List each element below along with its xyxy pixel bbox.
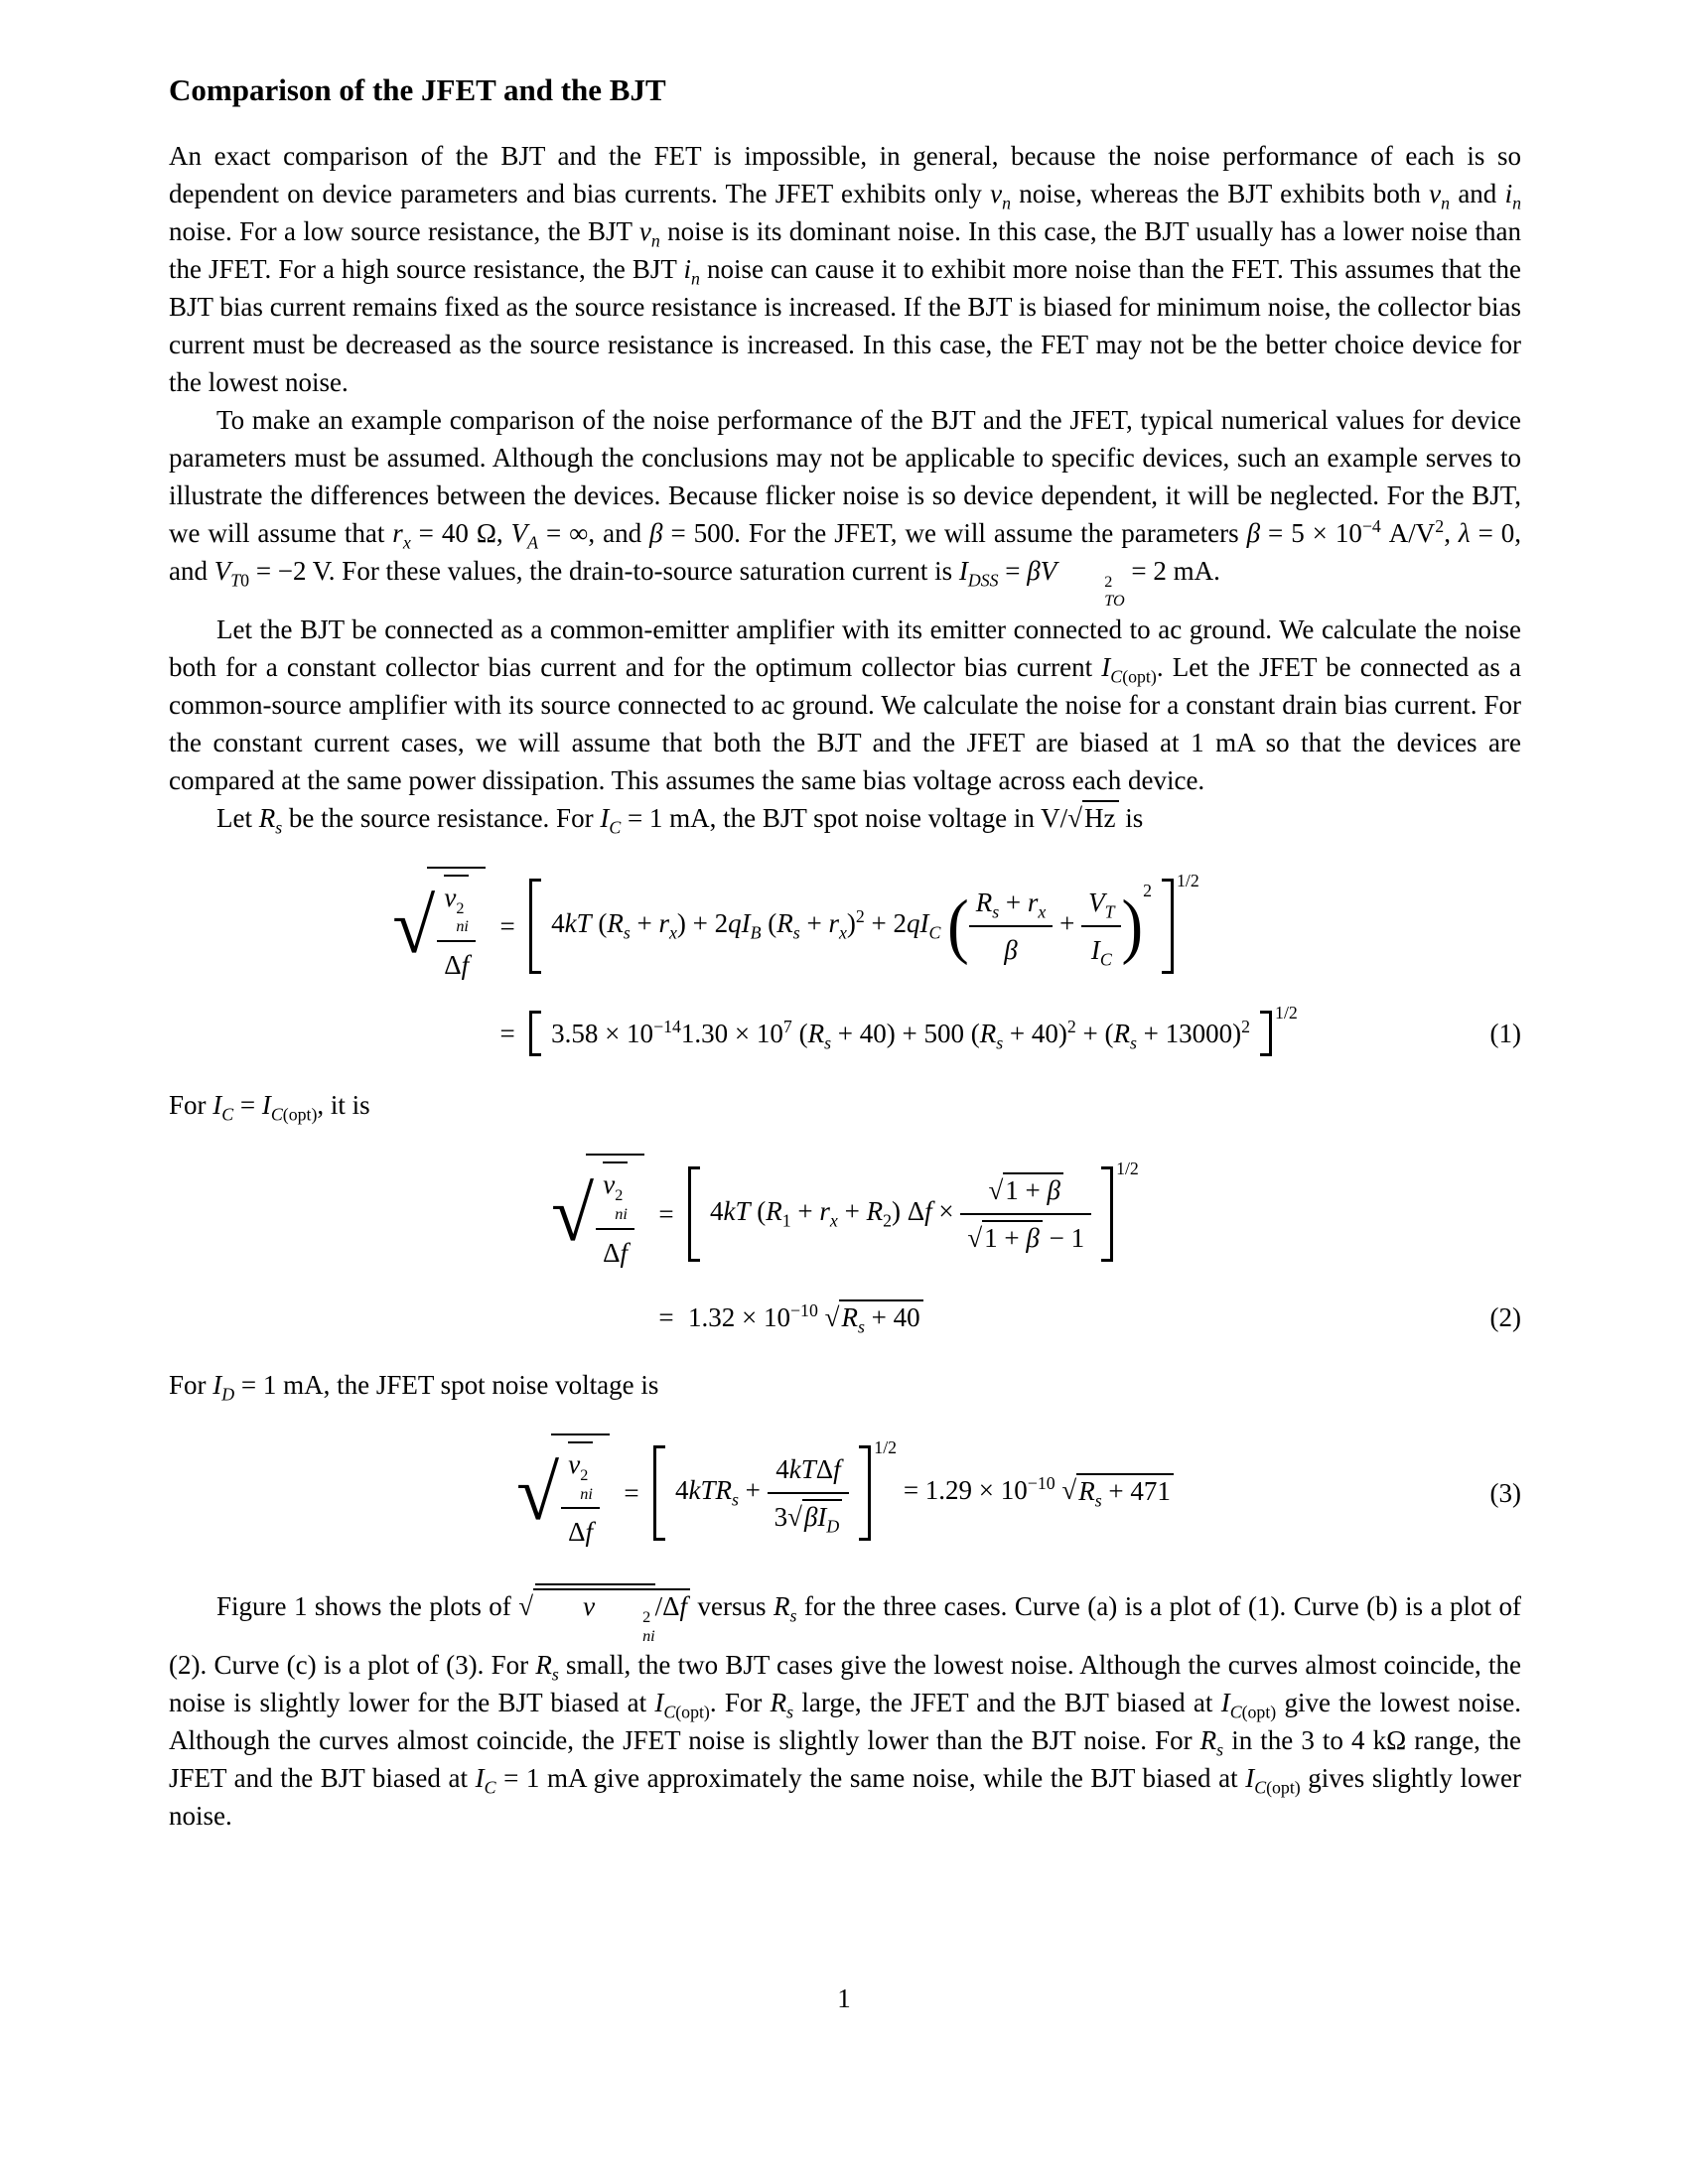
paragraph-eq1-lead-in: Let $R_s$ be the source resistance. For $I_C = 1$ mA, the BJT spot noise voltage in V/√Hz is [169, 799, 1521, 837]
eq1-rhs-line2: $3.58 \times 10^{-14}1.30 \times 10^7$ $(R_s + 40) + 500$ $(R_s + 40)^2 + (R_s + 13000)^2$ 1/2 [529, 1011, 1298, 1056]
eq1-equals-2: = [499, 1019, 515, 1049]
equation-3 [169, 1433, 1521, 1555]
paragraph-eq3-lead-in: For $I_D = 1$ mA, the JFET spot noise voltage is [169, 1369, 659, 1404]
eq2-lhs: √ v 2 ni Δf [551, 1154, 644, 1275]
eq2-number: (2) [1489, 1301, 1521, 1332]
eq3-lhs: √ v 2 ni Δf [516, 1433, 610, 1555]
eq1-lhs: √ v 2 ni Δf [392, 867, 486, 988]
eq3-rhs: 4kTR$_s$ + $\frac{\text{4kTΔf}}{3√\beta I_D}$ 1/2 = $1.29 \times 10^{-10}$ $√R_s + 471$ [653, 1445, 1174, 1541]
eq2-rhs-line1: 4kT $(R_1 + r_x + R_2) \Delta f$ × $\frac{√1 + \beta}{√1 + \beta - 1}$ 1/2 [688, 1166, 1139, 1262]
eq2-equals-2: = [658, 1301, 674, 1332]
eq3-equals: = [624, 1478, 639, 1509]
eq1-rhs-line1: 4kT $(R_s + r_x) + 2qI_B$ $(R_s + r_x)^2 + 2qI_C$ ( $\frac{R_s + r_x}{\beta}$ + $\frac{V_T}{I_C}$ )$^2$ 1/2 [529, 879, 1199, 974]
paragraph-figure-discussion: Figure 1 shows the plots of √ v 2 ni /Δf versus $R_s$ for the three cases. Curve (a) is a plot of (1). Curve (b) is a plot of (2). Curve (c) is a plot of (3). For $R_s$ small, the two BJT cases give the lowest noise. Although the curves almost coincide, the noise is slightly lower for the BJT biased at $I_{C(opt)}$. For $R_s$ large, the JFET and the BJT biased at $I_{C(opt)}$ give the lowest noise. Although the curves almost coincide, the JFET noise is slightly lower than the BJT noise. For $R_s$ in the 3 to 4 kΩ range, the JFET and the BJT biased at $I_C = 1$ mA give approximately the same noise, while the BJT biased at $I_{C(opt)}$ gives slightly lower noise. [169, 1583, 1521, 1835]
paragraph-example-values: To make an example comparison of the noise performance of the BJT and the JFET, typical numerical values for device parameters must be assumed. Although the conclusions may not be applicable to specific devices, such an example serves to illustrate the differences between the devices. Because flicker noise is so device dependent, it will be neglected. For the BJT, we will assume that $r_x = 40$ Ω, $V_A$ = ∞, and β = 500. For the JFET, we will assume the parameters $\beta = 5 \times 10^{-4}$ $A/V^2$, λ = 0, and $V_{T0} = -2$ V. For these values, the drain-to-source saturation current is $I_{DSS} = \beta V$ 2 TO = 2 mA. [169, 405, 1522, 610]
eq2-equals-1: = [658, 1198, 674, 1229]
page-number: 1 [837, 1983, 851, 2013]
paragraph-amplifier-setup: Let the BJT be connected as a common-emitter amplifier with its emitter connected to ac ground. We calculate the noise both for a constant collector bias current and for the optimum collector bias current $I_{C(opt)}$. Let the JFET be connected as a common-source amplifier with its source connected to ac ground. We calculate the noise for a constant drain bias current. For the constant current cases, we will assume that both the BJT and the JFET are biased at 1 mA so that the devices are compared at the same power dissipation. This assumes the same bias voltage across each device. [169, 614, 1521, 795]
eq1-number: (1) [1489, 1019, 1521, 1049]
paragraph-intro: An exact comparison of the BJT and the FET is impossible, in general, because the noise performance of each is so dependent on device parameters and bias currents. The JFET exhibits only $v_n$ noise, whereas the BJT exhibits both $v_n$ and $i_n$ noise. For a low source resistance, the BJT $v_n$ noise is its dominant noise. In this case, the BJT usually has a lower noise than the JFET. For a high source resistance, the BJT $i_n$ noise can cause it to exhibit more noise than the FET. This assumes that the BJT bias current remains fixed as the source resistance is increased. If the BJT is biased for minimum noise, the collector bias current must be decreased as the source resistance is increased. In this case, the FET may not be the better choice device for the lowest noise. [169, 141, 1522, 397]
paragraph-eq2-lead-in: For $I_C = I_{C(opt)}$, it is [169, 1090, 370, 1125]
page-content [169, 69, 1521, 1835]
section-title: Comparison of the JFET and the BJT [169, 72, 666, 107]
equation-1 [169, 867, 1521, 1057]
eq2-rhs-line2: $1.32 \times 10^{-10}$ $√R_s + 40$ [688, 1298, 923, 1336]
eq1-equals-1: = [499, 911, 515, 942]
eq3-number: (3) [1489, 1478, 1521, 1509]
equation-2 [169, 1154, 1521, 1336]
